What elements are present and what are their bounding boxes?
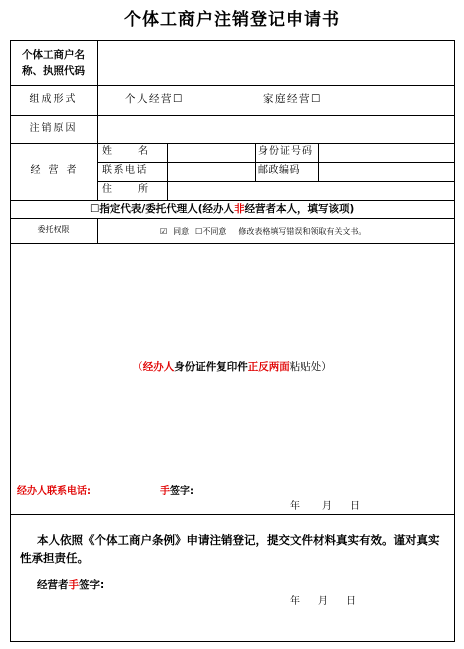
table-border-bottom [10, 641, 455, 642]
business-name-label-line1: 个体工商户名 [22, 49, 85, 61]
family-operation-option: 家庭经营☐ [263, 93, 322, 105]
declaration-date-day: 日 [346, 596, 356, 607]
operator-postcode-label: 邮政编码 [258, 165, 300, 176]
id-copy-paste-text: 粘贴处） [289, 361, 332, 373]
operator-address-label: 住所 [102, 184, 174, 195]
disagree-label: 不同意 [202, 227, 227, 236]
declaration-date-year: 年 [290, 596, 300, 607]
operator-signature-hand: 手 [68, 579, 79, 591]
row-divider [10, 218, 455, 219]
agent-date-year: 年 [290, 501, 300, 512]
operator-id-label: 身份证号码 [258, 146, 313, 157]
agent-date-month: 月 [322, 501, 332, 512]
column-divider [97, 218, 98, 243]
id-copy-both-sides-text: 正反两面 [247, 361, 290, 373]
row-divider [10, 200, 455, 201]
agent-phone-label: 经办人联系电话: [17, 486, 91, 497]
disagree-checkbox: ☐ [195, 227, 203, 236]
cancellation-reason-label: 注销原因 [29, 123, 78, 134]
id-copy-agent-text: 经办人 [142, 361, 175, 373]
row-divider [97, 181, 455, 182]
form-title: 个体工商户注销登记申请书 [124, 10, 340, 30]
agent-date-day: 日 [350, 501, 360, 512]
authority-scope: 修改表格填写错误和领取有关文书。 [238, 227, 367, 236]
cancellation-reason-value-cell [98, 116, 454, 143]
authority-label: 委托权限 [37, 225, 70, 234]
business-name-label-line2: 称、执照代码 [22, 65, 85, 77]
operator-signature-label [37, 580, 104, 591]
row-divider [10, 85, 455, 86]
agent-signature-hand: 手 [160, 486, 170, 497]
row-divider [97, 162, 455, 163]
designated-agent-text-tail: 经营者本人，填写该项) [244, 203, 355, 215]
designated-agent-heading [90, 204, 354, 215]
declaration-text: 本人依照《个体工商户条例》申请注销登记，提交文件材料真实有效。谨对真实性承担责任。 [20, 533, 440, 565]
composition-label: 组成形式 [29, 94, 78, 105]
id-copy-paste-area [11, 244, 454, 514]
column-divider [318, 143, 319, 181]
operator-phone-label: 联系电话 [102, 165, 148, 176]
id-copy-instruction [10, 362, 454, 373]
declaration-date-month: 月 [318, 596, 328, 607]
agent-signature-label [160, 487, 194, 497]
operator-label: 经营者 [30, 165, 85, 176]
id-copy-document-text: 身份证件复印件 [174, 361, 248, 373]
row-divider [10, 514, 455, 515]
id-copy-open-paren: （ [132, 361, 143, 373]
agent-signature-rest: 签字: [170, 486, 194, 497]
operator-name-label: 姓名 [102, 146, 174, 157]
business-name-value-cell [98, 41, 454, 85]
individual-operation-option: 个人经营☐ [125, 93, 184, 105]
column-divider [255, 143, 256, 181]
authority-options [160, 228, 366, 236]
operator-signature-prefix: 经营者 [37, 579, 69, 591]
designated-agent-emphasis: 非 [234, 203, 245, 215]
operator-signature-rest: 签字: [79, 579, 105, 591]
designated-agent-checkbox: ☐ [90, 203, 100, 215]
agree-label: 同意 [173, 227, 190, 236]
designated-agent-text: 指定代表/委托代理人(经办人 [99, 203, 235, 215]
business-name-label [10, 47, 97, 79]
table-border-right [454, 40, 455, 642]
row-divider [10, 143, 455, 144]
agree-checkbox: ☑ [160, 227, 168, 236]
